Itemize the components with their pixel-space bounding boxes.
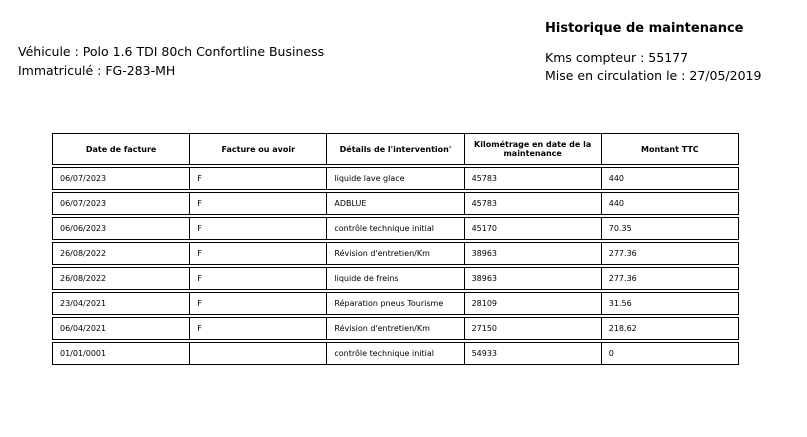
cell-invoice-date: 06/07/2023	[52, 167, 190, 190]
table-body	[52, 167, 743, 365]
header-intervention-details: Détails de l'intervention'	[326, 133, 464, 165]
cell-invoice-type: F	[189, 217, 327, 240]
cell-mileage: 45170	[464, 217, 602, 240]
vehicle-model: Véhicule : Polo 1.6 TDI 80ch Confortline Business	[18, 44, 325, 59]
cell-invoice-type	[189, 342, 327, 365]
vehicle-plate: Immatriculé : FG-283-MH	[18, 63, 176, 78]
cell-amount: 440	[601, 167, 739, 190]
cell-mileage: 28109	[464, 292, 602, 315]
cell-amount: 277.36	[601, 242, 739, 265]
cell-invoice-type: F	[189, 242, 327, 265]
table-row	[52, 342, 743, 365]
cell-intervention-details: liquide lave glace	[326, 167, 464, 190]
cell-amount: 440	[601, 192, 739, 215]
cell-amount: 31.56	[601, 292, 739, 315]
table-row	[52, 292, 743, 315]
table-row	[52, 217, 743, 240]
maintenance-table	[52, 133, 743, 365]
maintenance-summary	[545, 21, 761, 85]
table-row	[52, 192, 743, 215]
header-mileage: Kilométrage en date de la maintenance	[464, 133, 602, 165]
cell-intervention-details: ADBLUE	[326, 192, 464, 215]
cell-amount: 218.62	[601, 317, 739, 340]
cell-amount: 0	[601, 342, 739, 365]
cell-mileage: 45783	[464, 192, 602, 215]
cell-invoice-type: F	[189, 292, 327, 315]
header-amount: Montant TTC	[601, 133, 739, 165]
cell-invoice-date: 06/04/2021	[52, 317, 190, 340]
cell-intervention-details: Réparation pneus Tourisme	[326, 292, 464, 315]
cell-intervention-details: liquide de freins	[326, 267, 464, 290]
cell-invoice-type: F	[189, 317, 327, 340]
cell-invoice-date: 26/08/2022	[52, 267, 190, 290]
cell-invoice-type: F	[189, 192, 327, 215]
cell-invoice-date: 06/06/2023	[52, 217, 190, 240]
cell-invoice-date: 26/08/2022	[52, 242, 190, 265]
header-invoice-date: Date de facture	[52, 133, 190, 165]
cell-invoice-type: F	[189, 167, 327, 190]
cell-invoice-date: 06/07/2023	[52, 192, 190, 215]
page-title: Historique de maintenance	[545, 21, 744, 36]
cell-mileage: 54933	[464, 342, 602, 365]
table-row	[52, 242, 743, 265]
cell-intervention-details: Révision d'entretien/Km	[326, 317, 464, 340]
cell-mileage: 38963	[464, 267, 602, 290]
vehicle-info	[18, 42, 324, 80]
header-invoice-type: Facture ou avoir	[189, 133, 327, 165]
table-row	[52, 317, 743, 340]
cell-amount: 70.35	[601, 217, 739, 240]
cell-invoice-date: 23/04/2021	[52, 292, 190, 315]
cell-intervention-details: contrôle technique initial	[326, 342, 464, 365]
table-header-row	[52, 133, 743, 165]
cell-mileage: 27150	[464, 317, 602, 340]
first-registration-date: Mise en circulation le : 27/05/2019	[545, 68, 762, 83]
cell-intervention-details: Révision d'entretien/Km	[326, 242, 464, 265]
table-row	[52, 167, 743, 190]
table-row	[52, 267, 743, 290]
cell-amount: 277.36	[601, 267, 739, 290]
cell-invoice-type: F	[189, 267, 327, 290]
cell-mileage: 38963	[464, 242, 602, 265]
cell-intervention-details: contrôle technique initial	[326, 217, 464, 240]
cell-mileage: 45783	[464, 167, 602, 190]
cell-invoice-date: 01/01/0001	[52, 342, 190, 365]
odometer-reading: Kms compteur : 55177	[545, 50, 689, 65]
